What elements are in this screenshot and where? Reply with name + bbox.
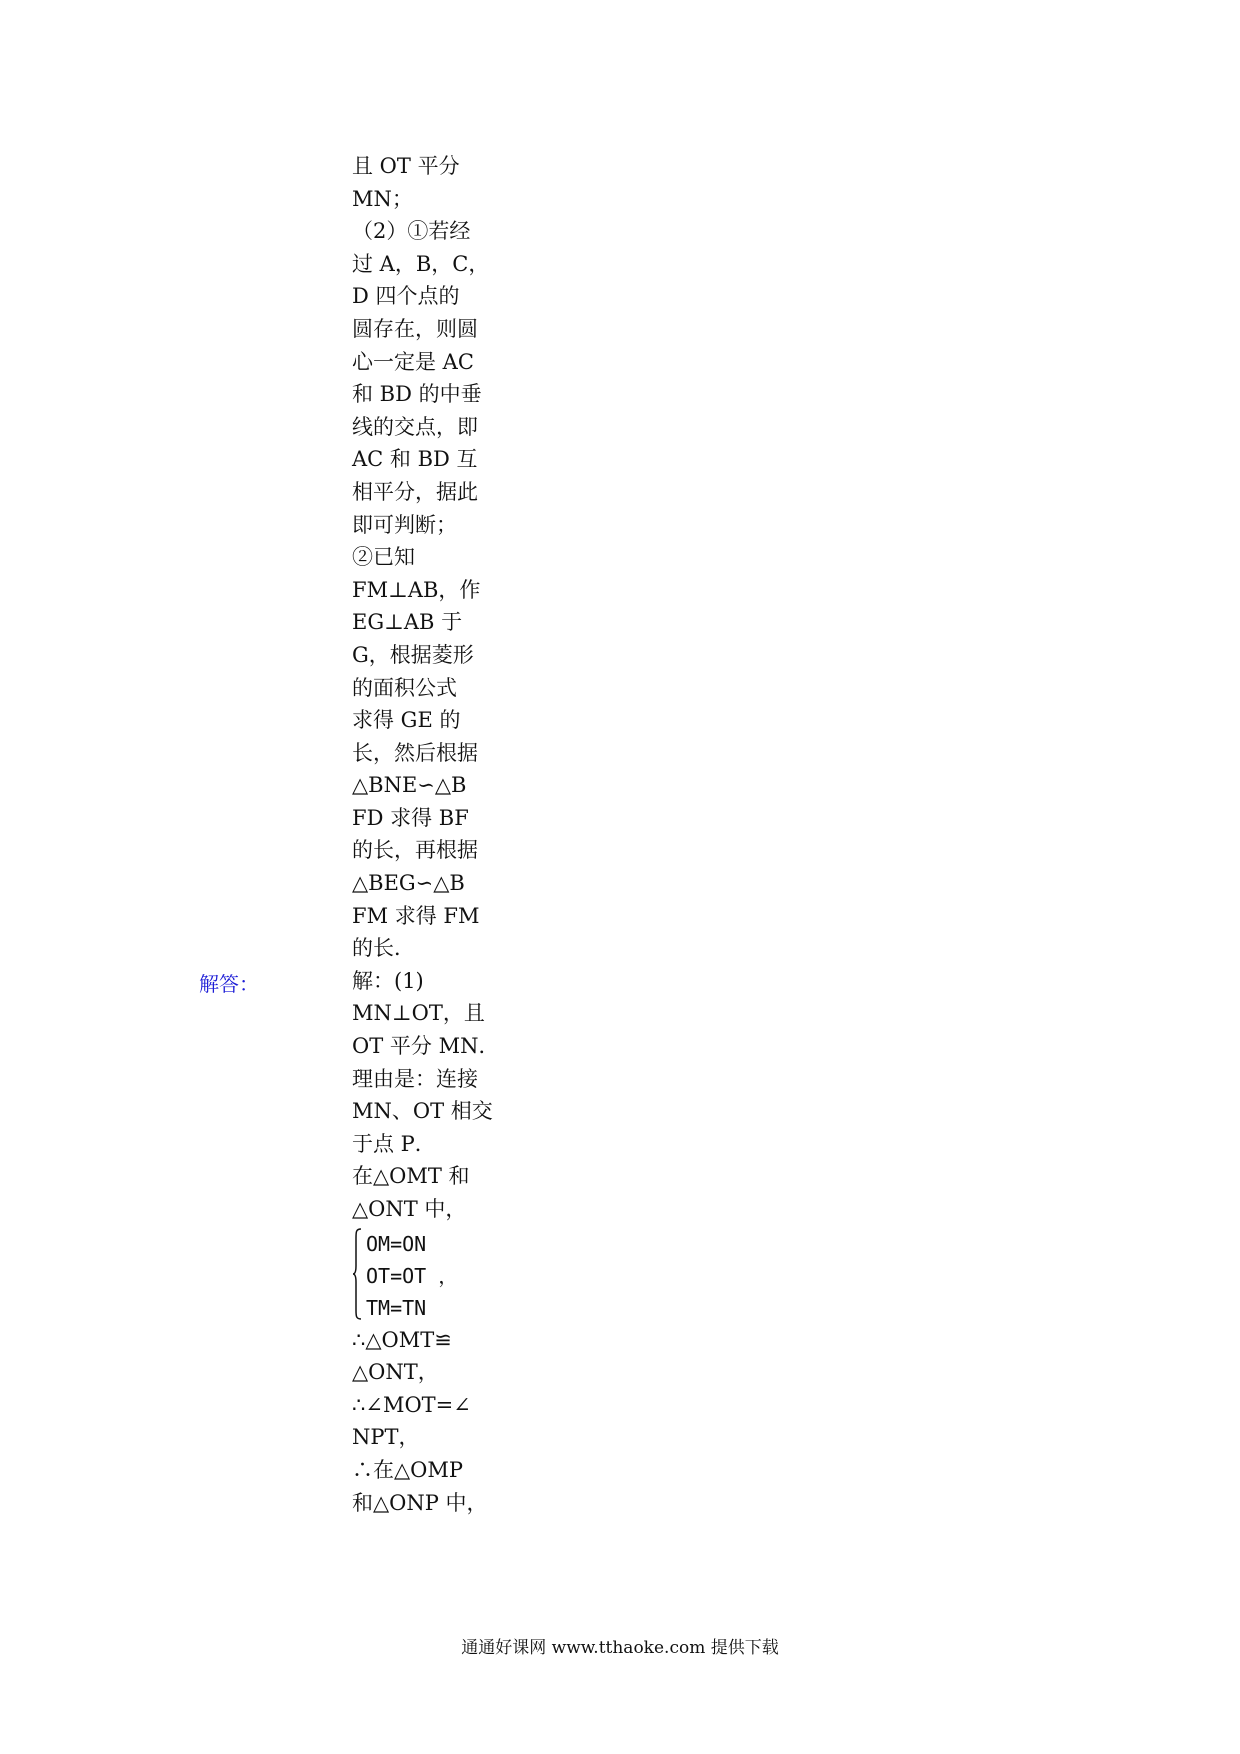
text-line: ②已知 <box>352 545 415 570</box>
text-line: FD 求得 BF <box>352 805 469 830</box>
text-line: AC 和 BD 互 <box>352 447 478 472</box>
text-line: FM 求得 FM <box>352 903 480 928</box>
text-line: NPT， <box>352 1425 420 1450</box>
page-footer: 通通好课网 www.tthaoke.com 提供下载 <box>461 1638 779 1658</box>
left-brace-icon <box>352 1228 362 1320</box>
text-line: 在△OMT 和 <box>352 1164 470 1189</box>
text-line: （2）①若经 <box>352 219 471 244</box>
conclusion-text <box>352 1324 490 1520</box>
text-line: 即可判断； <box>352 512 457 537</box>
answer-text <box>352 965 500 1226</box>
text-line: MN； <box>352 186 413 211</box>
equation-line: OT=OT ， <box>366 1263 459 1288</box>
text-line: △ONT， <box>352 1360 439 1385</box>
text-line: 和△ONP 中， <box>352 1490 488 1515</box>
text-line: ∴∠MOT=∠ <box>352 1392 471 1417</box>
text-line: MN、OT 相交 <box>352 1099 493 1124</box>
text-line: 求得 GE 的 <box>352 708 461 733</box>
analysis-text <box>352 150 490 965</box>
text-line: EG⊥AB 于 <box>352 610 463 635</box>
equation-line: TM=TN <box>366 1295 427 1320</box>
text-line: 和 BD 的中垂 <box>352 382 482 407</box>
text-line: OT 平分 MN． <box>352 1034 500 1059</box>
text-line: D 四个点的 <box>352 284 460 309</box>
text-line: FM⊥AB，作 <box>352 577 481 602</box>
text-line: △BNE∽△B <box>352 773 467 798</box>
text-line: ∴在△OMP <box>352 1457 463 1482</box>
text-line: 的面积公式 <box>352 675 457 700</box>
text-line: ∴△OMT≌ <box>352 1327 452 1352</box>
text-line: 过 A，B，C， <box>352 251 490 276</box>
text-line: 线的交点，即 <box>352 414 478 439</box>
equation-system <box>352 1226 490 1324</box>
text-line: 相平分，据此 <box>352 479 478 504</box>
solution-column <box>352 150 500 1519</box>
text-line: △ONT 中， <box>352 1197 467 1221</box>
text-line: 解：(1) <box>352 968 424 993</box>
equation-line: OM=ON <box>366 1231 427 1256</box>
text-line: 且 OT 平分 <box>352 154 460 178</box>
text-line: 长，然后根据 <box>352 740 478 765</box>
text-line: 心一定是 AC <box>352 349 474 374</box>
answer-label: 解答： <box>199 972 259 996</box>
text-line: 的长，再根据 <box>352 838 478 863</box>
text-line: 理由是：连接 <box>352 1066 478 1091</box>
text-line: 的长． <box>352 936 415 961</box>
text-line: 于点 P． <box>352 1131 436 1156</box>
text-line: MN⊥OT，且 <box>352 1001 485 1026</box>
text-line: 圆存在，则圆 <box>352 316 478 341</box>
equation-lines <box>366 1228 458 1324</box>
text-line: △BEG∽△B <box>352 871 465 896</box>
text-line: G，根据菱形 <box>352 642 474 667</box>
